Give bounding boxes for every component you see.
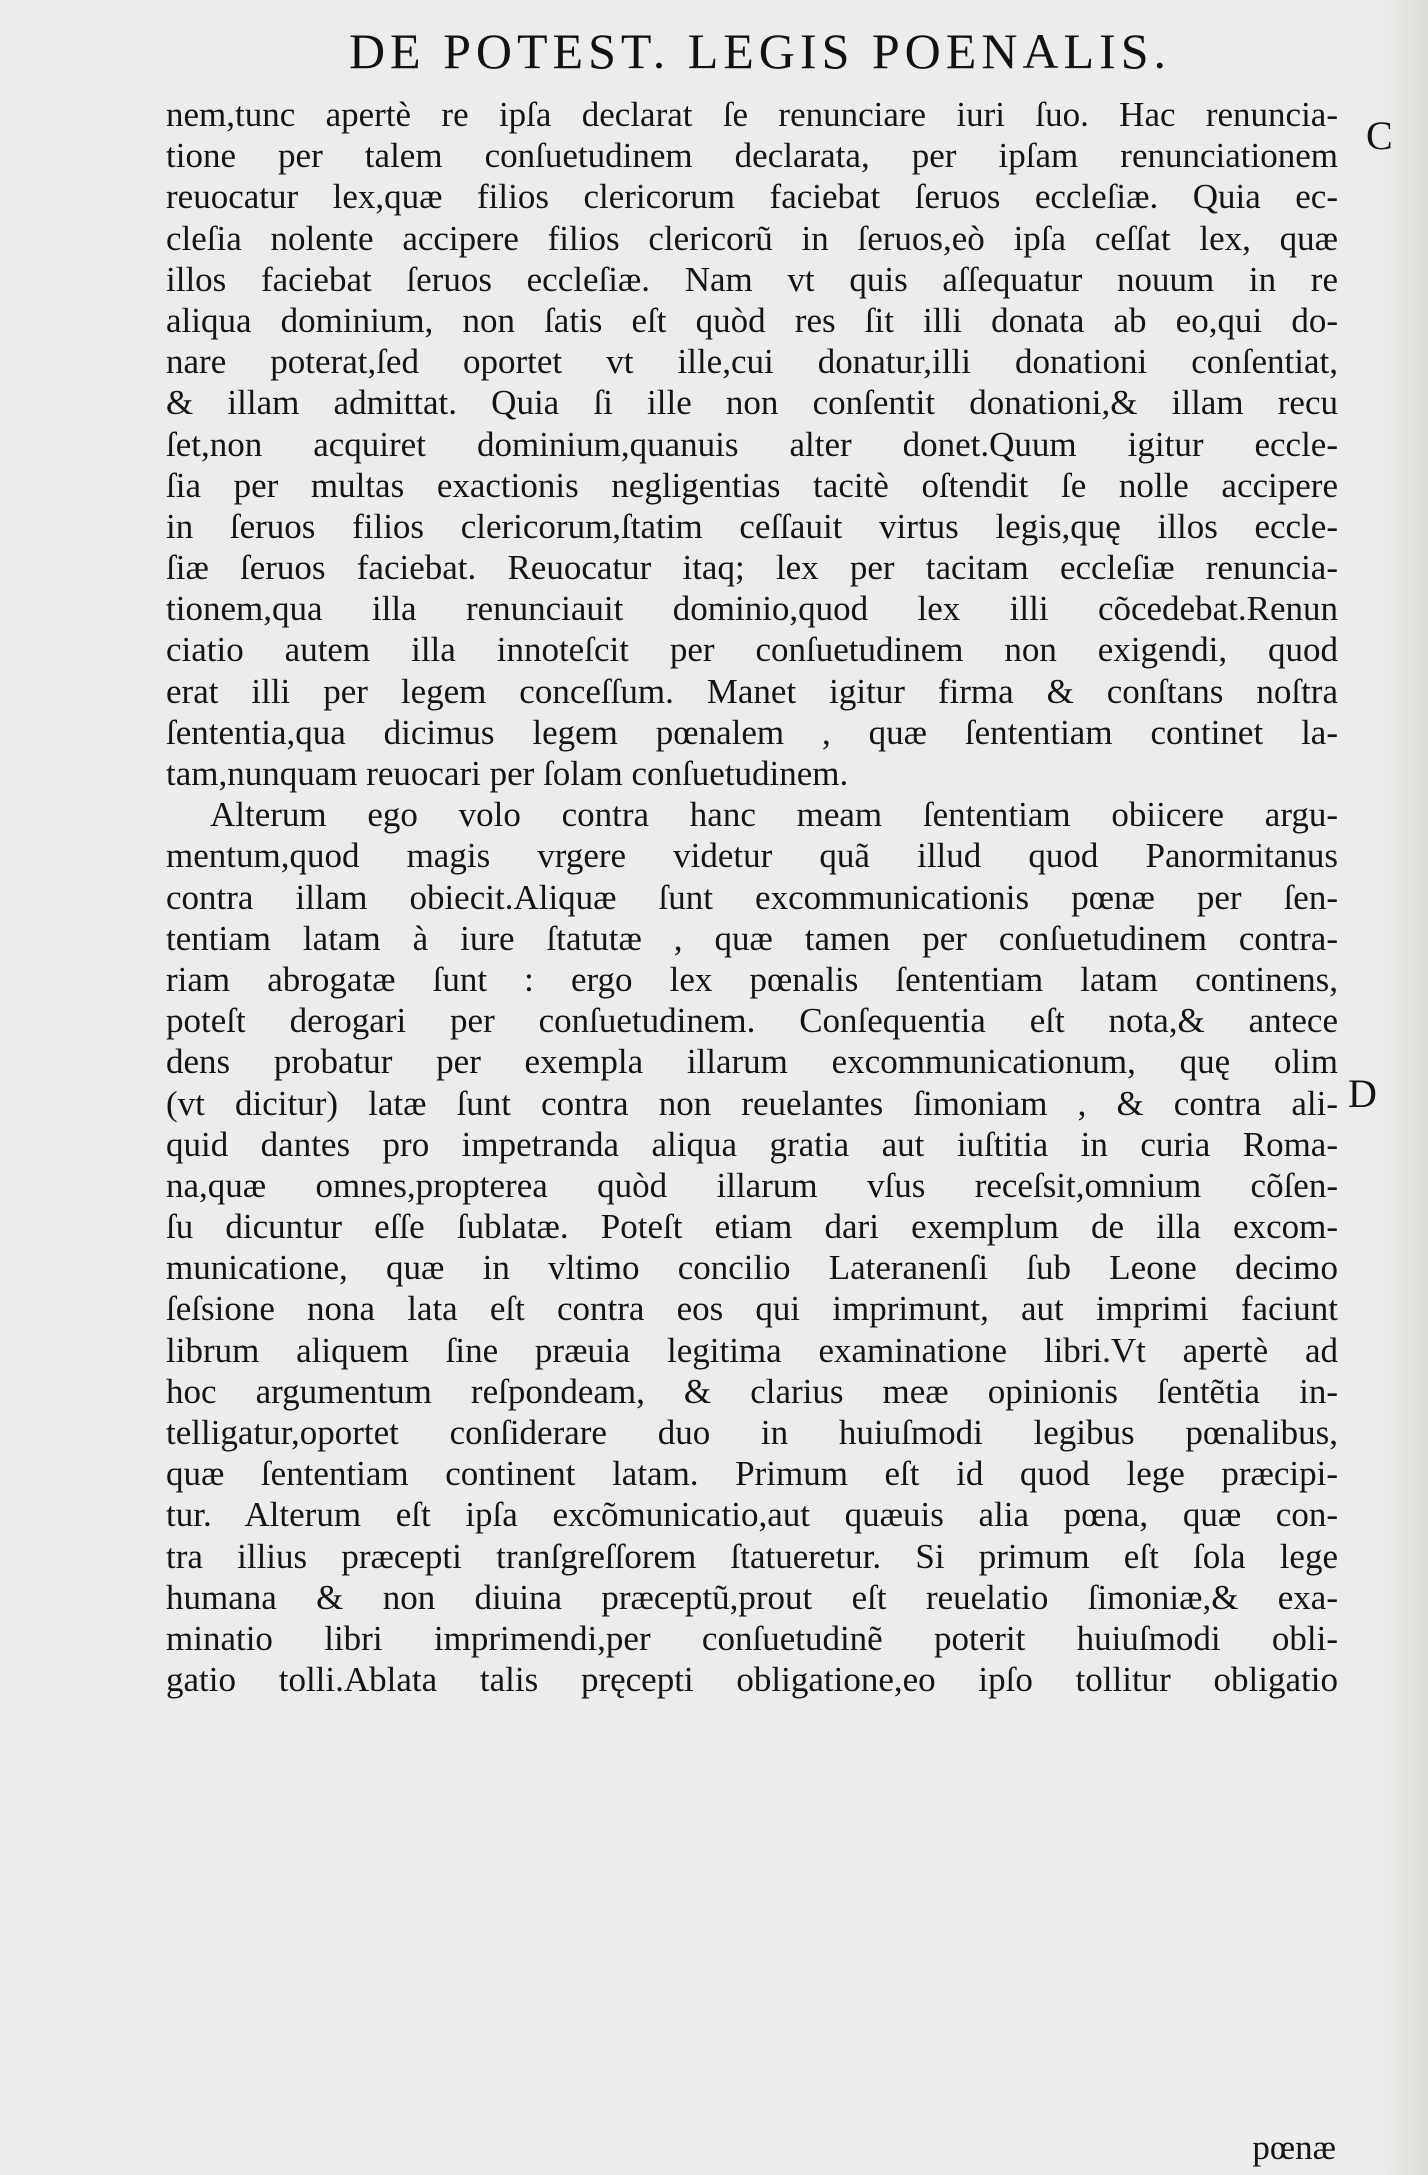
- text-line: tionem,qua illa renunciauit dominio,quod lex illi cõcedebat.Renun: [166, 589, 1338, 629]
- text-line: hoc argumentum reſpondeam, & clarius meæ opinionis ſentẽtia in-: [166, 1371, 1338, 1411]
- running-head: DE POTEST. LEGIS POENALIS.: [348, 23, 1172, 79]
- text-line: minatio libri imprimendi,per conſuetudinẽ poterit huiuſmodi obli-: [166, 1618, 1338, 1658]
- text-line: gatio tolli.Ablata talis pręcepti obligatione,eo ipſo tollitur obligatio: [166, 1660, 1338, 1700]
- text-line: quid dantes pro impetranda aliqua gratia aut iuſtitia in curia Roma-: [166, 1124, 1338, 1164]
- text-line: (vt dicitur) latæ ſunt contra non reuelantes ſimoniam , & contra ali-: [166, 1083, 1338, 1123]
- text-line: ſiæ ſeruos faciebat. Reuocatur itaq; lex per tacitam eccleſiæ renuncia-: [166, 548, 1338, 588]
- text-line: tione per talem conſuetudinem declarata, per ipſam renunciationem: [166, 136, 1338, 176]
- body-text: [166, 94, 1338, 1700]
- text-line: contra illam obiecit.Aliquæ ſunt excommunicationis pœnæ per ſen-: [166, 877, 1338, 917]
- text-line: tur. Alterum eſt ipſa excõmunicatio,aut quæuis alia pœna, quæ con-: [166, 1495, 1338, 1535]
- text-line-paragraph-start: Alterum ego volo contra hanc meam ſententiam obiicere argu-: [210, 795, 1338, 835]
- text-line: municatione, quæ in vltimo concilio Lateranenſi ſub Leone decimo: [166, 1248, 1338, 1288]
- margin-marker-c: C: [1366, 113, 1393, 158]
- text-line: aliqua dominium, non ſatis eſt quòd res ſit illi donata ab eo,qui do-: [166, 300, 1338, 340]
- text-line: cleſia nolente accipere filios clericorũ in ſeruos,eò ipſa ceſſat lex, quæ: [166, 218, 1338, 258]
- text-line: ſeſsione nona lata eſt contra eos qui imprimunt, aut imprimi faciunt: [166, 1289, 1338, 1329]
- text-line: reuocatur lex,quæ filios clericorum faciebat ſeruos eccleſiæ. Quia ec-: [166, 177, 1338, 217]
- text-line: ciatio autem illa innoteſcit per conſuetudinem non exigendi, quod: [166, 630, 1338, 670]
- text-line: ſet,non acquiret dominium,quanuis alter donet.Quum igitur eccle-: [166, 424, 1338, 464]
- text-line: nem,tunc apertè re ipſa declarat ſe renunciare iuri ſuo. Hac renuncia-: [166, 95, 1338, 134]
- text-line: ſu dicuntur eſſe ſublatæ. Poteſt etiam dari exemplum de illa excom-: [166, 1207, 1338, 1247]
- text-line: illos faciebat ſeruos eccleſiæ. Nam vt quis aſſequatur nouum in re: [166, 259, 1338, 299]
- text-line: poteſt derogari per conſuetudinem. Conſequentia eſt nota,& antece: [166, 1001, 1338, 1041]
- catchword: pœnæ: [1252, 2128, 1336, 2167]
- text-line: humana & non diuina præceptũ,prout eſt reuelatio ſimoniæ,& exa-: [166, 1577, 1338, 1617]
- text-line: in ſeruos filios clericorum,ſtatim ceſſauit virtus legis,quę illos eccle-: [166, 506, 1338, 546]
- page-edge: [1382, 0, 1428, 2175]
- text-line: dens probatur per exempla illarum excommunicationum, quę olim: [166, 1042, 1338, 1082]
- text-line: telligatur,oportet conſiderare duo in huiuſmodi legibus pœnalibus,: [166, 1413, 1338, 1452]
- text-line: na,quæ omnes,propterea quòd illarum vſus receſsit,omnium cõſen-: [166, 1165, 1338, 1205]
- text-line-paragraph-end: tam,nunquam reuocari per ſolam conſuetudinem.: [166, 754, 849, 793]
- text-line: librum aliquem ſine præuia legitima examinatione libri.Vt apertè ad: [166, 1330, 1338, 1370]
- text-line: riam abrogatæ ſunt : ergo lex pœnalis ſententiam latam continens,: [166, 959, 1338, 999]
- text-line: & illam admittat. Quia ſi ille non conſentit donationi,& illam recu: [166, 383, 1338, 423]
- text-line: erat illi per legem conceſſum. Manet igitur firma & conſtans noſtra: [166, 671, 1338, 711]
- text-line: quæ ſententiam continent latam. Primum eſt id quod lege præcipi-: [166, 1454, 1338, 1494]
- text-line: nare poterat,ſed oportet vt ille,cui donatur,illi donationi conſentiat,: [166, 342, 1338, 382]
- text-line: ſententia,qua dicimus legem pœnalem , quæ ſententiam continet la-: [166, 712, 1338, 752]
- text-line: ſia per multas exactionis negligentias tacitè oſtendit ſe nolle accipere: [166, 465, 1338, 505]
- text-line: mentum,quod magis vrgere videtur quã illud quod Panormitanus: [166, 836, 1338, 876]
- text-line: tentiam latam à iure ſtatutæ , quæ tamen per conſuetudinem contra-: [166, 918, 1338, 958]
- text-line: tra illius præcepti tranſgreſſorem ſtatueretur. Si primum eſt ſola lege: [166, 1536, 1338, 1576]
- margin-marker-d: D: [1348, 1071, 1377, 1116]
